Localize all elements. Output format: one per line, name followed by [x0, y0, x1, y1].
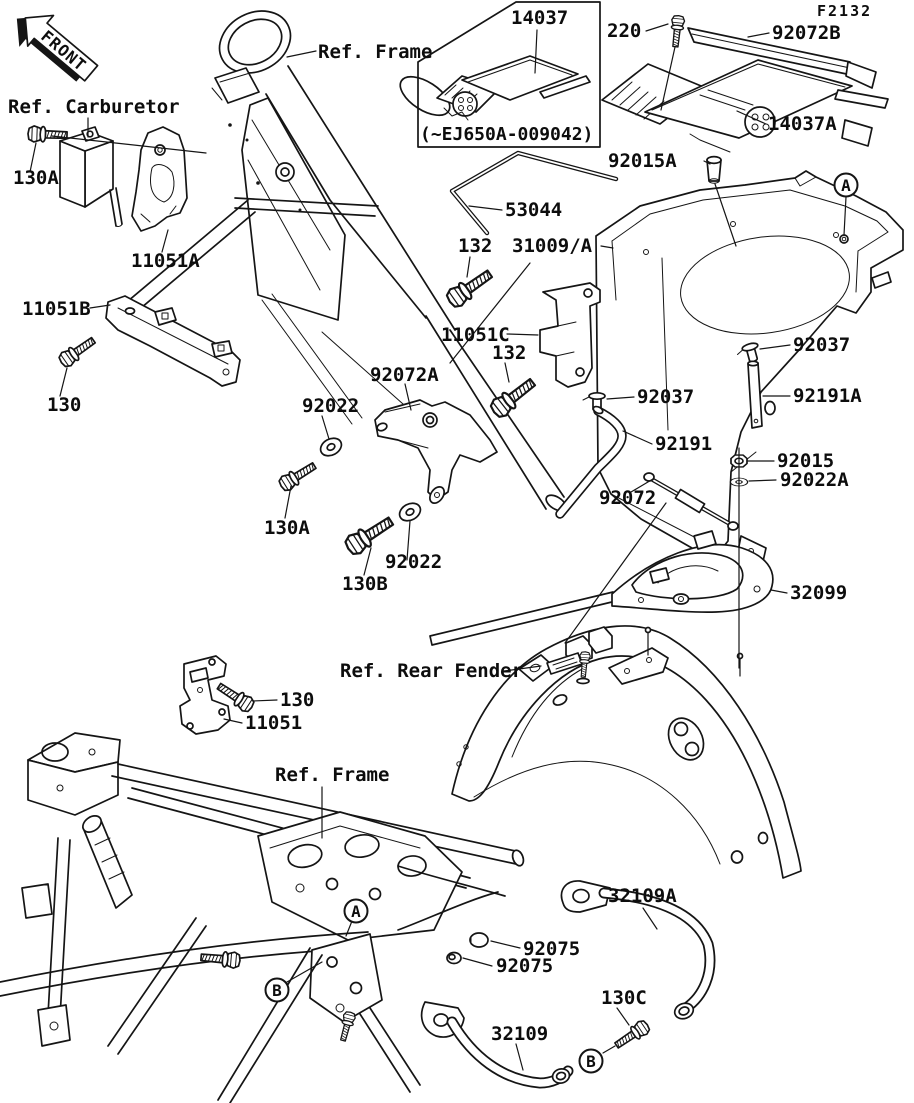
bracket-11051a-art	[132, 127, 187, 231]
callout-32109: 32109	[491, 1023, 549, 1045]
callout-92072b: 92072B	[772, 22, 841, 44]
bolt-220-art	[669, 15, 685, 47]
plug-92075-upper-art	[470, 933, 488, 947]
view-marker-b-handle	[580, 1050, 603, 1073]
callout-92072a: 92072A	[370, 364, 439, 386]
callout-92075-lower: 92075	[496, 955, 554, 977]
callout-92022a: 92022A	[780, 469, 849, 491]
callout-92037-right: 92037	[793, 334, 851, 356]
bolt-130-left-art	[57, 334, 98, 369]
callout-32109a: 32109A	[608, 885, 677, 907]
view-marker-b-frame	[266, 979, 289, 1002]
callout-92022-lower: 92022	[385, 551, 443, 573]
front-direction-arrow	[4, 0, 104, 93]
view-marker-b-handle-label: B	[586, 1052, 596, 1071]
callout-92015a: 92015A	[608, 150, 677, 172]
callout-132-lower: 132	[492, 342, 527, 364]
bracket-11051b-art	[106, 296, 240, 386]
callout-14037a: 14037A	[768, 113, 837, 135]
callout-14037: 14037	[511, 7, 569, 29]
callout-11051b: 11051B	[22, 298, 91, 320]
callout-53044: 53044	[505, 199, 563, 221]
callout-130a-top: 130A	[13, 167, 59, 189]
view-marker-a-frame	[345, 900, 368, 923]
callout-11051a: 11051A	[131, 250, 200, 272]
bracket-11051c-art	[540, 283, 600, 387]
callout-92072: 92072	[599, 487, 657, 509]
bracket-92072a-art	[375, 400, 497, 506]
view-marker-a-frame-label: A	[351, 902, 361, 921]
washer-92022-upper-art	[318, 435, 345, 459]
inset-range-note: (~EJ650A-009042)	[420, 124, 594, 145]
callout-130a-mid: 130A	[264, 517, 310, 539]
ref-rear-fender-label: Ref. Rear Fender	[340, 660, 524, 682]
rear-frame-art	[0, 733, 525, 1103]
view-marker-a-top-label: A	[841, 176, 851, 195]
callout-11051c: 11051C	[441, 324, 510, 346]
front-arrow-label: FRONT	[37, 26, 91, 76]
callout-92075-upper: 92075	[523, 938, 581, 960]
callout-11051: 11051	[245, 712, 303, 734]
ref-frame-top-label: Ref. Frame	[318, 41, 433, 63]
view-marker-a-top	[835, 174, 858, 197]
bracket-11051-art	[180, 656, 230, 734]
plug-92075-lower-art	[447, 953, 461, 964]
callout-130b: 130B	[342, 573, 388, 595]
bolt-130a-mid-art	[277, 459, 319, 493]
callout-92191a: 92191A	[793, 385, 862, 407]
view-marker-b-frame-label: B	[272, 981, 282, 1000]
callout-31009: 31009/A	[512, 235, 593, 257]
callout-132-upper: 132	[458, 235, 493, 257]
callout-92037-left: 92037	[637, 386, 695, 408]
bolt-132-upper-art	[444, 266, 495, 310]
ref-frame-bottom-label: Ref. Frame	[275, 764, 390, 786]
callout-130-bracket: 130	[280, 689, 315, 711]
callout-130-left: 130	[47, 394, 82, 416]
callout-220: 220	[607, 20, 642, 42]
callout-130c: 130C	[601, 987, 647, 1009]
callout-92191: 92191	[655, 433, 713, 455]
damper-92015a-art	[707, 157, 721, 184]
rod-53044-art	[452, 153, 616, 233]
figure-code-label: F2132	[817, 2, 873, 20]
callout-92022-upper: 92022	[302, 395, 360, 417]
ref-carburetor-label: Ref. Carburetor	[8, 96, 180, 118]
callout-92015: 92015	[777, 450, 835, 472]
callout-32099: 32099	[790, 582, 848, 604]
carburetor-box-art	[60, 127, 122, 226]
bolt-130c-art	[612, 1018, 651, 1051]
